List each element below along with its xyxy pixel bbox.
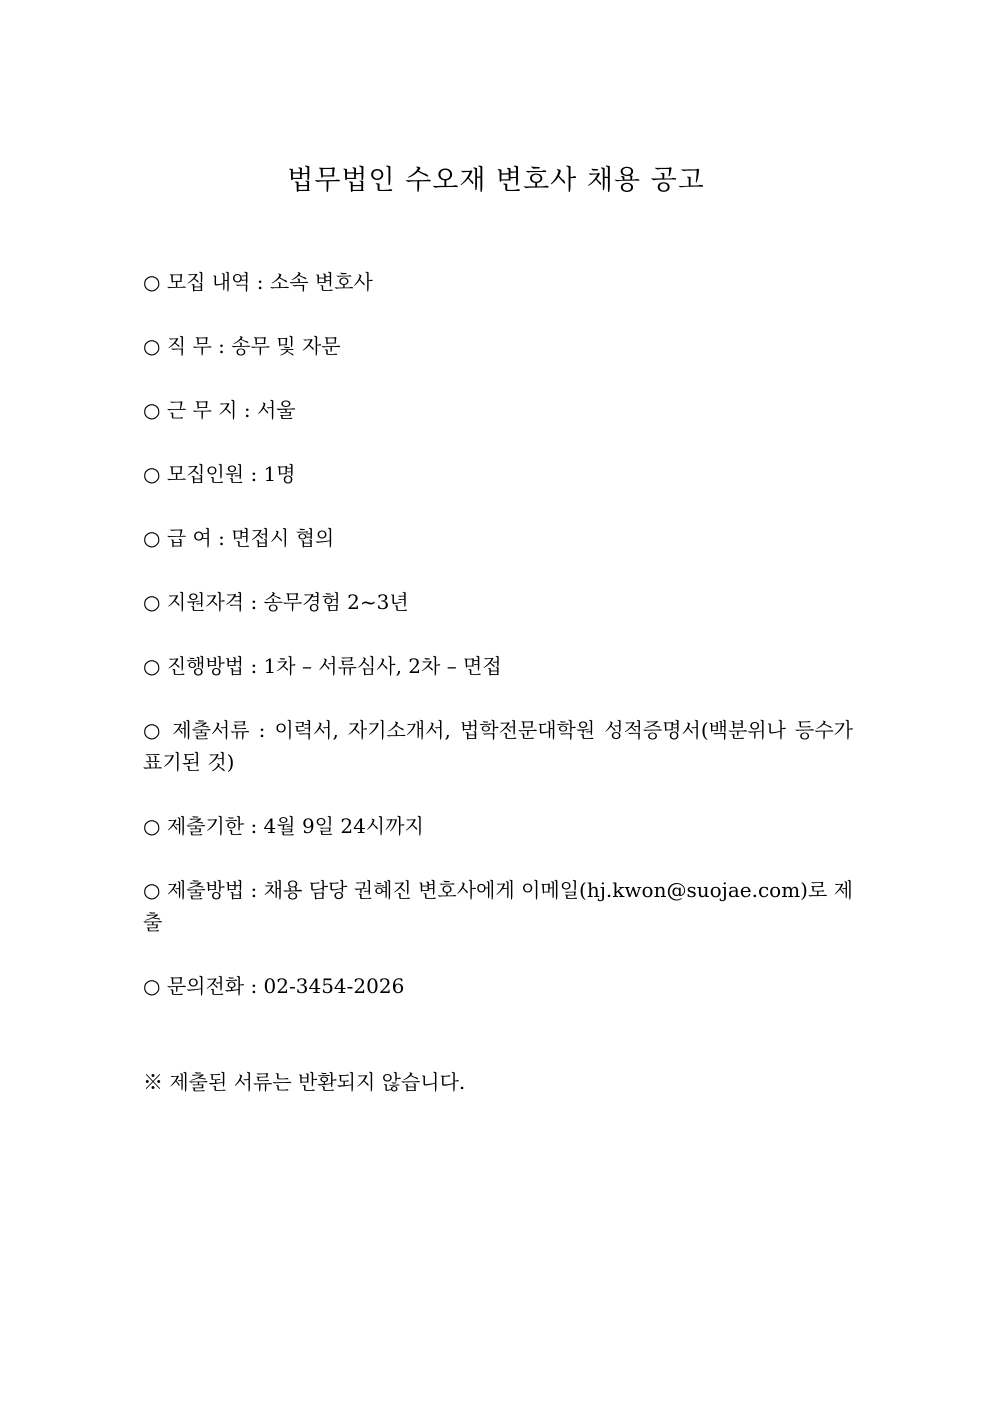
circle-bullet-icon: ○ bbox=[143, 878, 161, 902]
item-contact-phone: ○ 문의전화 : 02-3454-2026 bbox=[143, 974, 405, 998]
item-work-location: ○ 근 무 지 : 서울 bbox=[143, 398, 296, 422]
circle-bullet-icon: ○ bbox=[143, 398, 161, 422]
item-value: 02-3454-2026 bbox=[263, 974, 405, 998]
item-value: 소속 변호사 bbox=[269, 270, 373, 294]
notice-text: 제출된 서류는 반환되지 않습니다. bbox=[169, 1070, 466, 1094]
item-qualifications: ○ 지원자격 : 송무경험 2~3년 bbox=[143, 590, 409, 614]
item-value: 1차 – 서류심사, 2차 – 면접 bbox=[263, 654, 502, 678]
item-salary: ○ 급 여 : 면접시 협의 bbox=[143, 526, 335, 550]
item-required-documents: ○ 제출서류 : 이력서, 자기소개서, 법학전문대학원 성적증명서(백분위나 등수가 표기된 것) bbox=[143, 718, 854, 774]
item-label: 진행방법 bbox=[166, 654, 245, 678]
circle-bullet-icon: ○ bbox=[143, 462, 161, 486]
item-label: 문의전화 bbox=[166, 974, 245, 998]
notice bbox=[143, 1066, 853, 1098]
item-label: 제출서류 bbox=[172, 718, 250, 742]
item-headcount: ○ 모집인원 : 1명 bbox=[143, 462, 296, 486]
circle-bullet-icon: ○ bbox=[143, 814, 161, 838]
item-label: 지원자격 bbox=[166, 590, 245, 614]
item-value: 1명 bbox=[263, 462, 296, 486]
item-value: 송무 및 자문 bbox=[231, 334, 341, 358]
circle-bullet-icon: ○ bbox=[143, 270, 161, 294]
item-duties: ○ 직 무 : 송무 및 자문 bbox=[143, 334, 341, 358]
item-label: 모집인원 bbox=[166, 462, 245, 486]
item-label: 제출방법 bbox=[166, 878, 245, 902]
item-label: 근 무 지 bbox=[166, 398, 238, 422]
item-label: 직 무 bbox=[166, 334, 212, 358]
item-value: 이력서, 자기소개서, 법학전문대학원 성적증명서(백분위나 등수가 표기된 것) bbox=[143, 718, 854, 774]
circle-bullet-icon: ○ bbox=[143, 334, 161, 358]
item-label: 급 여 bbox=[166, 526, 212, 550]
page-title: 법무법인 수오재 변호사 채용 공고 bbox=[287, 165, 705, 196]
item-label: 제출기한 bbox=[166, 814, 245, 838]
item-process: ○ 진행방법 : 1차 – 서류심사, 2차 – 면접 bbox=[143, 654, 502, 678]
circle-bullet-icon: ○ bbox=[143, 974, 161, 998]
item-recruitment-type: ○ 모집 내역 : 소속 변호사 bbox=[143, 270, 373, 294]
item-value: 서울 bbox=[256, 398, 296, 422]
item-value: 채용 담당 권혜진 변호사에게 이메일(hj.kwon@suojae.com)로 제출 bbox=[143, 878, 853, 934]
circle-bullet-icon: ○ bbox=[143, 654, 161, 678]
item-submission-method: ○ 제출방법 : 채용 담당 권혜진 변호사에게 이메일(hj.kwon@suojae.com)로 제출 bbox=[143, 878, 853, 934]
item-deadline: ○ 제출기한 : 4월 9일 24시까지 bbox=[143, 814, 424, 838]
circle-bullet-icon: ○ bbox=[143, 590, 161, 614]
item-label: 모집 내역 bbox=[166, 270, 251, 294]
item-value: 송무경험 2~3년 bbox=[263, 590, 409, 614]
circle-bullet-icon: ○ bbox=[143, 718, 164, 742]
recruitment-details bbox=[143, 266, 853, 1130]
reference-mark-icon: ※ bbox=[143, 1070, 163, 1094]
circle-bullet-icon: ○ bbox=[143, 526, 161, 550]
item-value: 4월 9일 24시까지 bbox=[263, 814, 424, 838]
item-value: 면접시 협의 bbox=[231, 526, 335, 550]
